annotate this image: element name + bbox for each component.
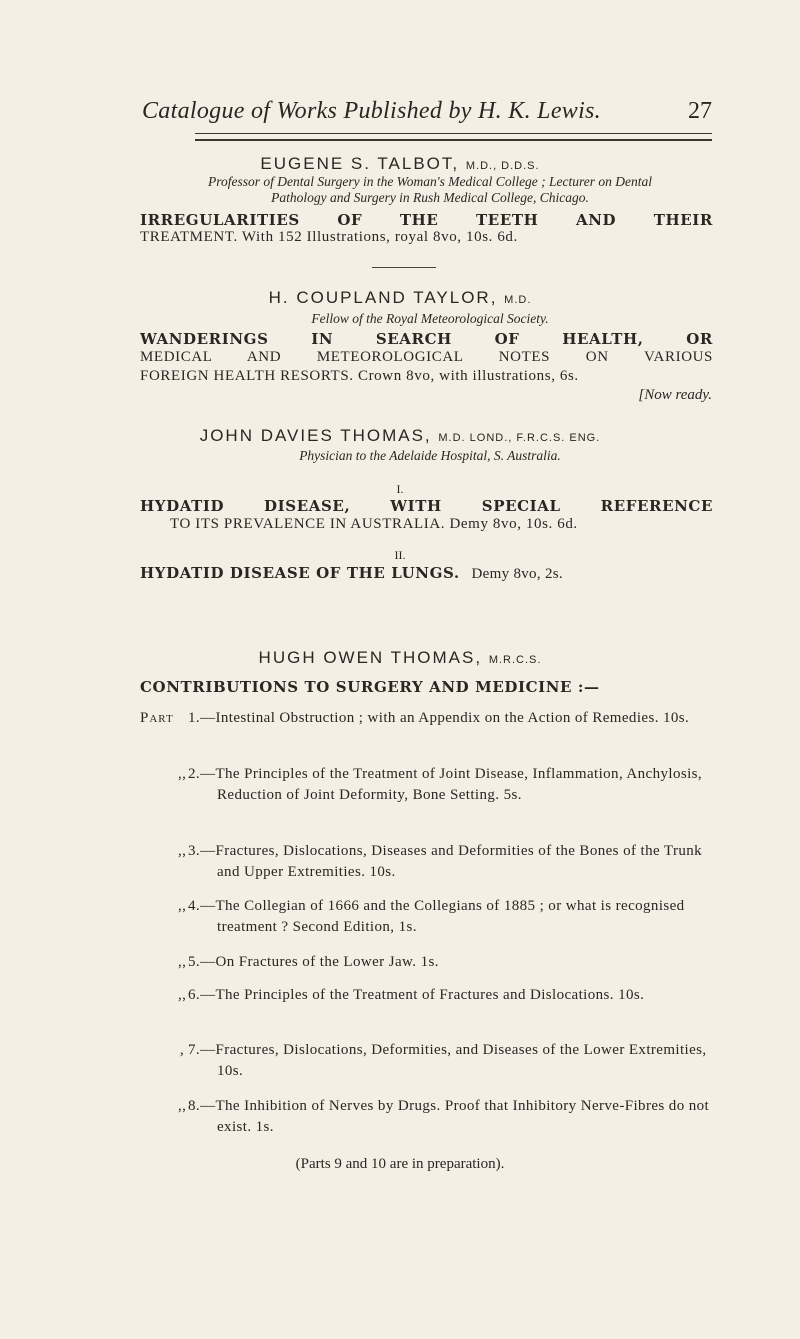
running-head-title: Catalogue of Works Published by H. K. Lewis. <box>142 98 601 124</box>
part-text: —On Fractures of the Lower Jaw. 1s. <box>200 954 439 970</box>
author-affiliation <box>140 448 720 464</box>
author-heading <box>0 288 800 308</box>
work-price: Demy 8vo, 2s. <box>471 566 563 582</box>
author-name: EUGENE S. TALBOT, <box>260 154 460 173</box>
part-number: 8. <box>188 1098 201 1114</box>
work-numeral: I. <box>396 482 404 496</box>
part-entry <box>140 841 715 883</box>
author-degrees: M.R.C.S. <box>488 654 542 666</box>
author-degrees: M.D., D.D.S. <box>465 160 540 172</box>
part-number: 3. <box>188 843 201 859</box>
work-numeral: II. <box>394 548 406 562</box>
author-name: HUGH OWEN THOMAS, <box>258 648 483 667</box>
part-lead: ,, <box>178 766 187 782</box>
part-number: 2. <box>188 766 201 782</box>
part-lead: ,, <box>178 898 187 914</box>
work-title-text: HYDATID DISEASE OF THE LUNGS. <box>140 564 460 582</box>
part-text: —Fractures, Dislocations, Deformities, and Diseases of the Lower Extremities, 10s. <box>200 1042 707 1079</box>
work-details: TO ITS PREVALENCE IN AUSTRALIA. Demy 8vo, 10s. 6d. <box>170 516 578 532</box>
part-text: —Fractures, Dislocations, Diseases and Deformities of the Bones of the Trunk and Upper Extremities. 10s. <box>200 843 703 880</box>
header-rule <box>195 133 712 141</box>
part-text: —Intestinal Obstruction ; with an Appendix on the Action of Remedies. 10s. <box>200 710 690 726</box>
part-text: —The Inhibition of Nerves by Drugs. Proof that Inhibitory Nerve-Fibres do not exist. 1s. <box>200 1098 710 1135</box>
author-name: JOHN DAVIES THOMAS, <box>199 426 432 445</box>
author-affiliation <box>140 311 720 327</box>
part-lead: ,, <box>178 987 187 1003</box>
affiliation-line: Professor of Dental Surgery in the Woman's Medical College ; Lecturer on Dental <box>207 174 653 189</box>
author-degrees: M.D. <box>504 294 532 306</box>
part-number: 5. <box>188 954 201 970</box>
part-entry <box>140 952 715 973</box>
part-entry <box>140 1096 715 1138</box>
author-degrees: M.D. LOND., F.R.C.S. ENG. <box>438 432 601 444</box>
work-details: FOREIGN HEALTH RESORTS. Crown 8vo, with illustrations, 6s. <box>140 368 579 384</box>
author-heading <box>0 648 800 668</box>
work-title: HYDATID DISEASE, WITH SPECIAL REFERENCE <box>140 497 713 515</box>
part-lead: ,, <box>178 954 187 970</box>
affiliation-line: Physician to the Adelaide Hospital, S. Australia. <box>299 448 561 463</box>
affiliation-line: Fellow of the Royal Meteorological Society. <box>311 311 549 326</box>
part-entry <box>140 1040 715 1082</box>
author-heading <box>0 154 800 174</box>
part-number: 4. <box>188 898 201 914</box>
part-lead: ,, <box>178 843 187 859</box>
part-entry <box>140 896 715 938</box>
running-head <box>142 98 712 130</box>
affiliation-line: Pathology and Surgery in Rush Medical College, Chicago. <box>271 190 589 205</box>
part-number: 6. <box>188 987 201 1003</box>
part-number: 7. <box>188 1042 201 1058</box>
work-details: TREATMENT. With 152 Illustrations, royal 8vo, 10s. 6d. <box>140 229 518 245</box>
work-title: IRREGULARITIES OF THE TEETH AND THEIR <box>140 211 713 229</box>
preparation-note: (Parts 9 and 10 are in preparation). <box>295 1156 505 1172</box>
availability-note: [Now ready. <box>638 387 712 403</box>
part-number: 1. <box>188 710 201 726</box>
part-lead: ,, <box>178 1098 187 1114</box>
work-title: WANDERINGS IN SEARCH OF HEALTH, OR <box>140 330 713 348</box>
work-title: CONTRIBUTIONS TO SURGERY AND MEDICINE :— <box>140 678 600 696</box>
part-text: —The Collegian of 1666 and the Collegians of 1885 ; or what is recognised treatment ? Second Edition, 1s. <box>200 898 685 935</box>
section-rule <box>372 267 436 268</box>
author-name: H. COUPLAND TAYLOR, <box>268 288 498 307</box>
part-entry <box>140 708 715 729</box>
page-number: 27 <box>688 98 712 124</box>
part-entry <box>140 764 715 806</box>
work-details: MEDICAL AND METEOROLOGICAL NOTES ON VARIOUS <box>140 349 713 365</box>
part-text: —The Principles of the Treatment of Fractures and Dislocations. 10s. <box>200 987 645 1003</box>
part-text: —The Principles of the Treatment of Joint Disease, Inflammation, Anchylosis, Reduction of Joint Deformity, Bone Setting. 5s. <box>200 766 703 803</box>
author-affiliation <box>140 174 720 206</box>
work-title <box>140 564 713 583</box>
part-entry <box>140 985 715 1006</box>
author-heading <box>0 426 800 446</box>
part-lead: Part <box>140 710 174 726</box>
part-lead: , <box>180 1042 185 1058</box>
